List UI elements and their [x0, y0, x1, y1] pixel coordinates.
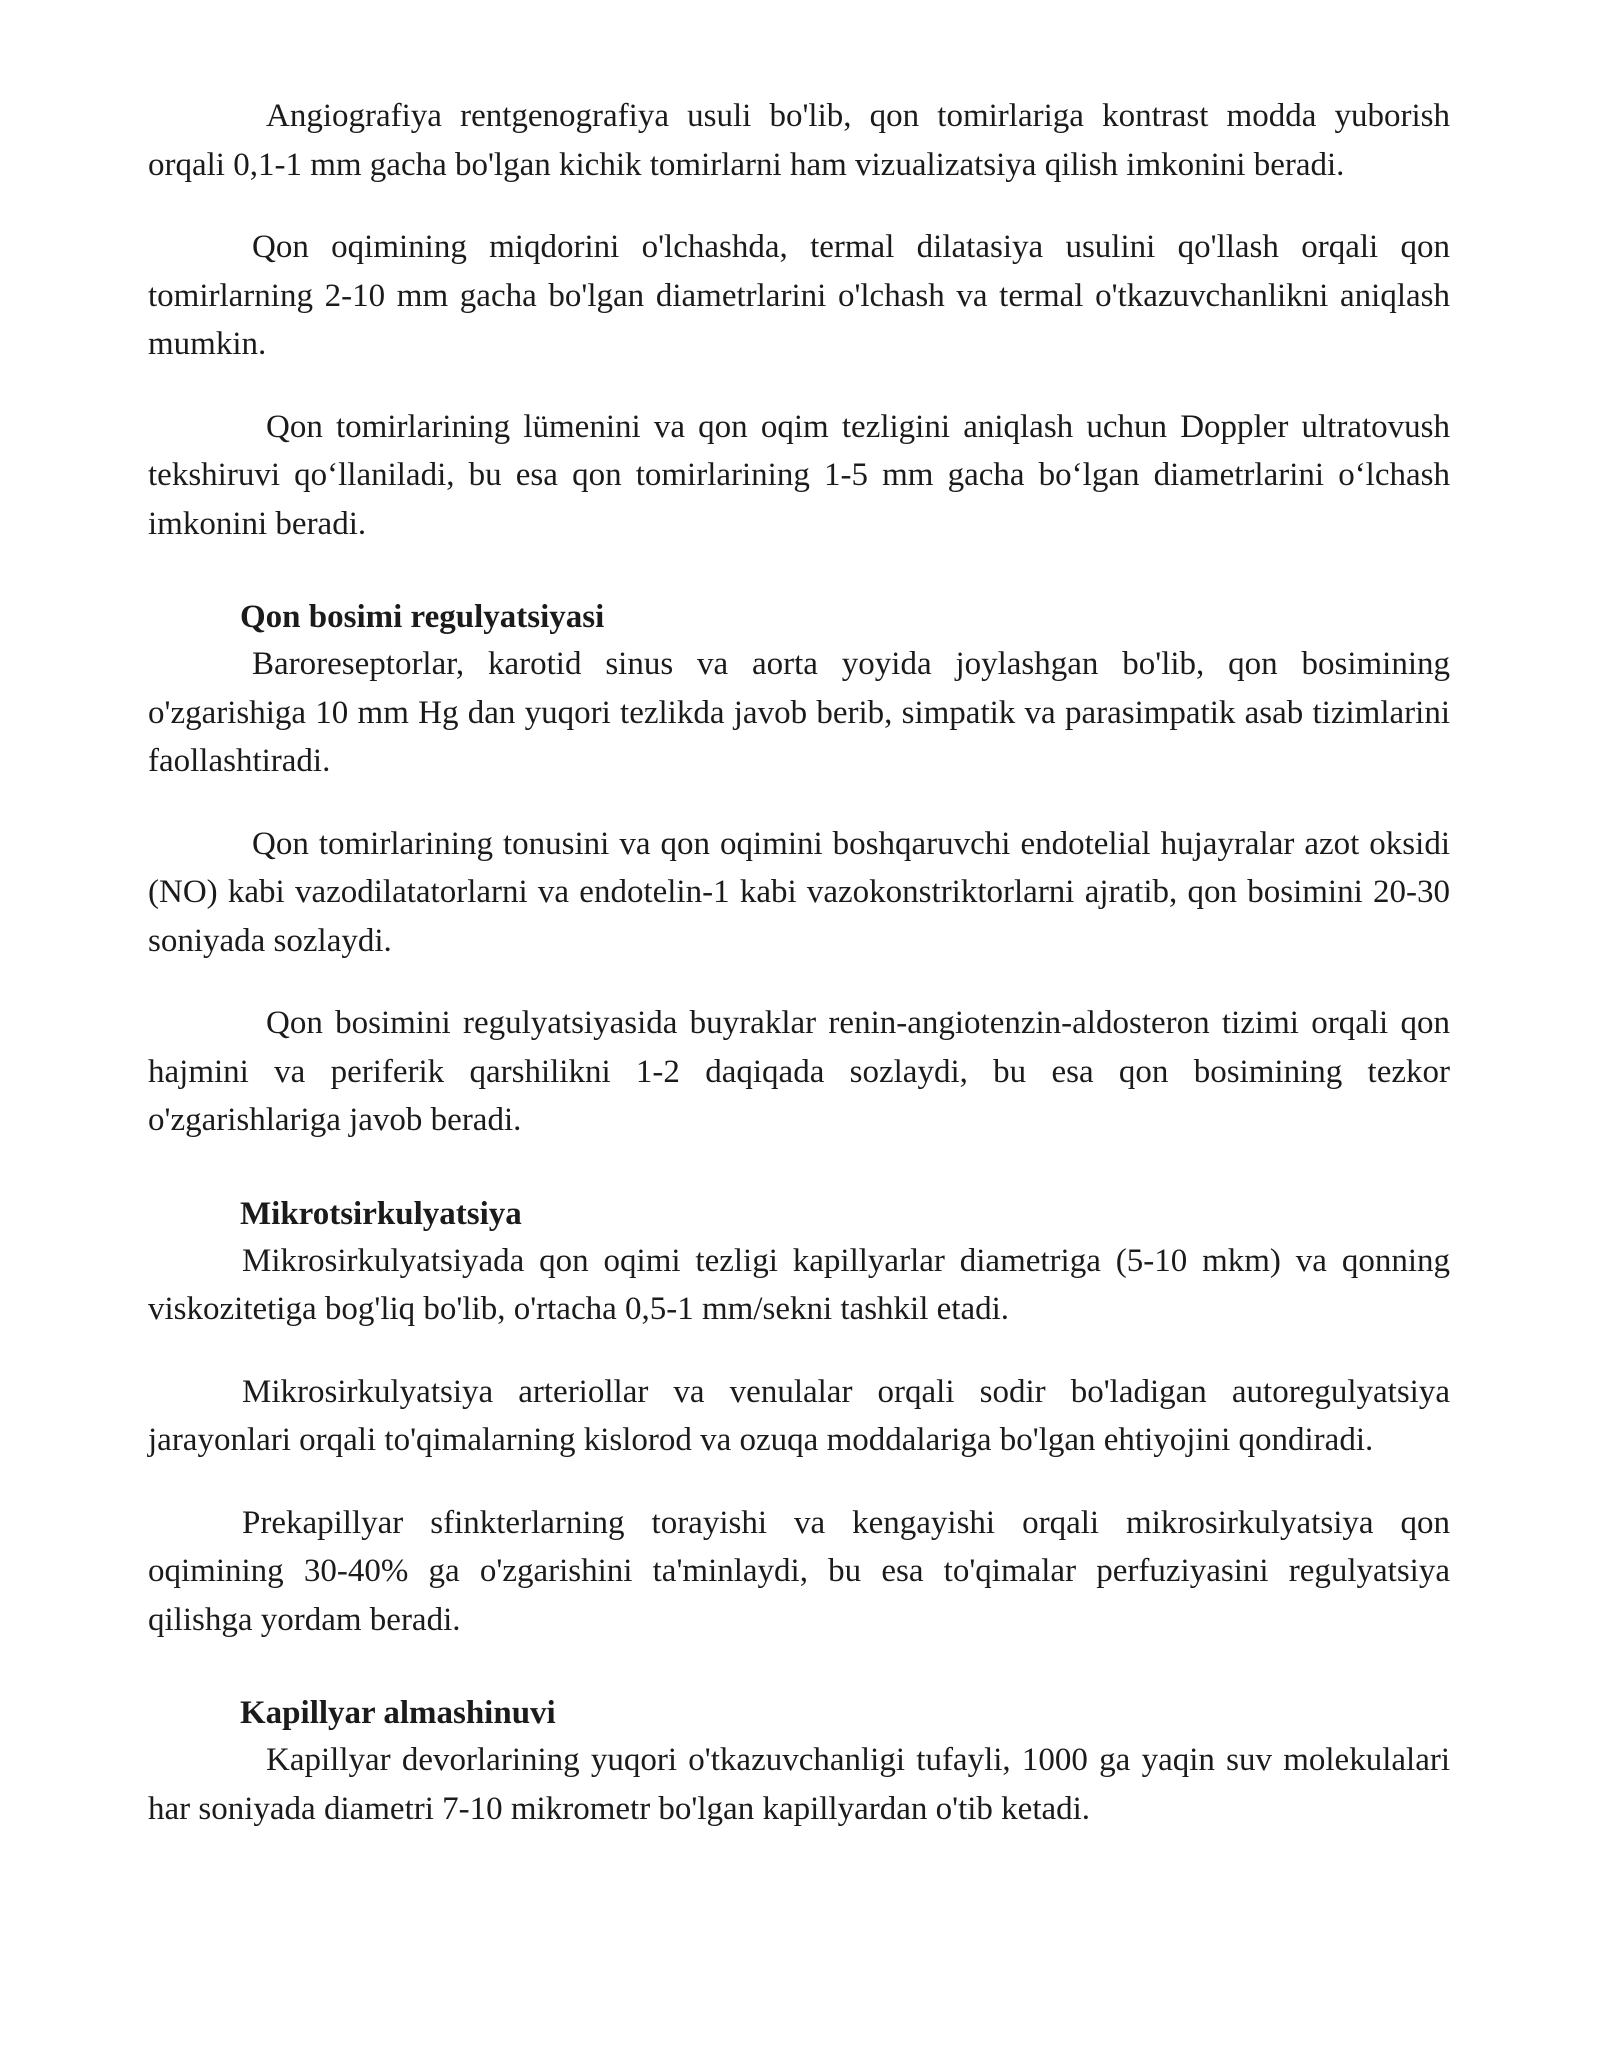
document-page — [148, 92, 1450, 1867]
paragraph-capillary-exchange: Kapillyar devorlarining yuqori o'tkazuvchanligi tufayli, 1000 ga yaqin suv molekulalari har soniyada diametri 7-10 mikrometr bo'lgan kapillyardan o'tib ketadi. — [148, 1742, 1450, 1827]
paragraph-microcirculation-speed: Mikrosirkulyatsiyada qon oqimi tezligi kapillyarlar diametriga (5-10 mkm) va qonning viskozitetiga bog'liq bo'lib, o'rtacha 0,5-1 mm/sekni tashkil etadi. — [148, 1242, 1450, 1327]
paragraph-autoregulation: Mikrosirkulyatsiya arteriollar va venulalar orqali sodir bo'ladigan autoregulyatsiya jarayonlari orqali to'qimalarning kislorod va ozuqa moddalariga bo'lgan ehtiyojini qondiradi. — [148, 1373, 1450, 1458]
paragraph-doppler: Qon tomirlarining lümenini va qon oqim tezligini aniqlash uchun Doppler ultratovush tekshiruvi qo‘llaniladi, bu esa qon tomirlarining 1-5 mm gacha bo‘lgan diametrlarini o‘lchash imkonini beradi. — [148, 408, 1450, 542]
paragraph-precapillary: Prekapillyar sfinkterlarning torayishi va kengayishi orqali mikrosirkulyatsiya qon oqimining 30-40% ga o'zgarishini ta'minlaydi, bu esa to'qimalar perfuziyasini regulyatsiya qilishga yordam beradi. — [148, 1504, 1450, 1638]
paragraph-thermal-dilatation: Qon oqimining miqdorini o'lchashda, termal dilatasiya usulini qo'llash orqali qon tomirlarning 2-10 mm gacha bo'lgan diametrlarini o'lchash va termal o'tkazuvchanlikni aniqlash mumkin. — [148, 229, 1450, 362]
paragraph-baroreceptors: Baroreseptorlar, karotid sinus va aorta yoyida joylashgan bo'lib, qon bosimining o'zgarishiga 10 mm Hg dan yuqori tezlikda javob berib, simpatik va parasimpatik asab tizimlarini faollashtiradi. — [148, 646, 1450, 779]
section-heading-microcirculation: Mikrotsirkulyatsiya — [240, 1195, 522, 1232]
paragraph-angiography: Angiografiya rentgenografiya usuli bo'lib, qon tomirlariga kontrast modda yuborish orqali 0,1-1 mm gacha bo'lgan kichik tomirlarni ham vizualizatsiya qilish imkonini beradi. — [148, 98, 1450, 183]
section-heading-capillary: Kapillyar almashinuvi — [240, 1695, 556, 1731]
paragraph-endothelial: Qon tomirlarining tonusini va qon oqimini boshqaruvchi endotelial hujayralar azot oksidi (NO) kabi vazodilatatorlarni va endotelin-1 kabi vazokonstriktorlarni ajratib, qon bosimini 20-30 soniyada sozlaydi. — [148, 825, 1450, 959]
section-heading-blood-pressure: Qon bosimi regulyatsiyasi — [240, 599, 605, 635]
paragraph-renin: Qon bosimini regulyatsiyasida buyraklar renin-angiotenzin-aldosteron tizimi orqali qon hajmini va periferik qarshilikni 1-2 daqiqada sozlaydi, bu esa qon bosimining tezkor o'zgarishlariga javob beradi. — [148, 1005, 1450, 1138]
